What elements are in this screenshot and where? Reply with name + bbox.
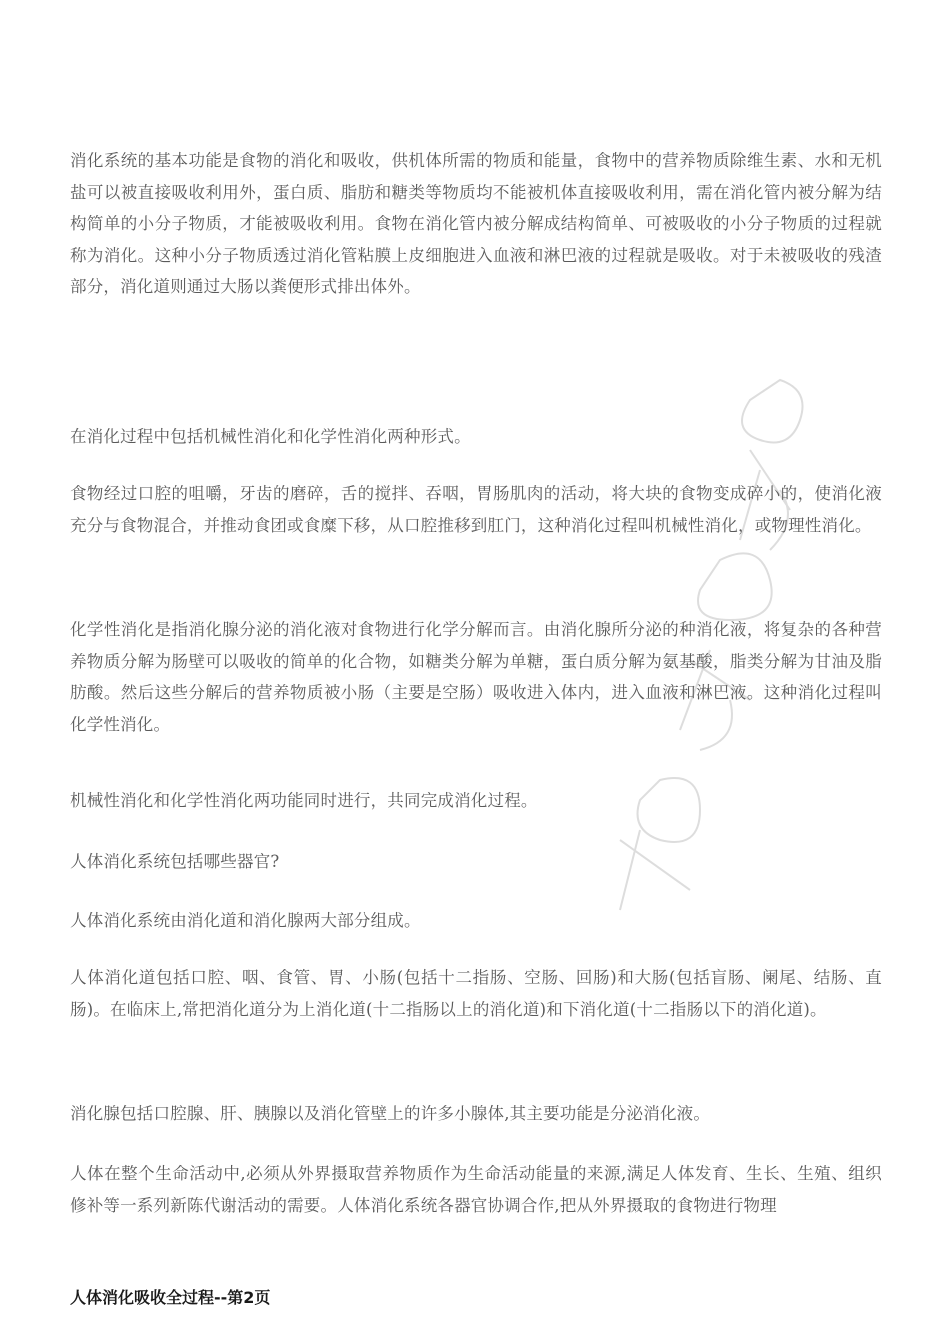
paragraph-digestion-function: 消化系统的基本功能是食物的消化和吸收，供机体所需的物质和能量，食物中的营养物质除维生素、水和无机盐可以被直接吸收利用外，蛋白质、脂肪和糖类等物质均不能被机体直接吸收利用，需在消化管内被分解为结构简单的小分子物质，才能被吸收利用。食物在消化管内被分解成结构简单、可被吸收的小分子物质的过程就称为消化。这种小分子物质透过消化管粘膜上皮细胞进入血液和淋巴液的过程就是吸收。对于未被吸收的残渣部分，消化道则通过大肠以粪便形式排出体外。 — [70, 151, 882, 296]
paragraph-digestion-forms: 在消化过程中包括机械性消化和化学性消化两种形式。 — [70, 427, 471, 446]
paragraph-chemical-digestion: 化学性消化是指消化腺分泌的消化液对食物进行化学分解而言。由消化腺所分泌的种消化液，将复杂的各种营养物质分解为肠壁可以吸收的简单的化合物，如糖类分解为单糖，蛋白质分解为氨基酸，脂类分解为甘油及脂肪酸。然后这些分解后的营养物质被小肠（主要是空肠）吸收进入体内，进入血液和淋巴液。这种消化过程叫化学性消化。 — [70, 620, 882, 734]
paragraph-mechanical-digestion: 食物经过口腔的咀嚼，牙齿的磨碎，舌的搅拌、吞咽，胃肠肌肉的活动，将大块的食物变成碎小的，使消化液充分与食物混合，并推动食团或食糜下移，从口腔推移到肛门，这种消化过程叫机械性消化，或物理性消化。 — [70, 484, 882, 535]
page-footer: 人体消化吸收全过程--第2页 — [70, 1288, 271, 1307]
paragraph-system-parts: 人体消化系统由消化道和消化腺两大部分组成。 — [70, 911, 421, 930]
paragraph-digestive-glands: 消化腺包括口腔腺、肝、胰腺以及消化管壁上的许多小腺体,其主要功能是分泌消化液。 — [70, 1104, 711, 1123]
paragraph-both-functions: 机械性消化和化学性消化两功能同时进行，共同完成消化过程。 — [70, 791, 538, 810]
paragraph-life-activity: 人体在整个生命活动中,必须从外界摄取营养物质作为生命活动能量的来源,满足人体发育、生长、生殖、组织修补等一系列新陈代谢活动的需要。人体消化系统各器官协调合作,把从外界摄取的食物进行物理 — [70, 1164, 882, 1215]
paragraph-question-organs: 人体消化系统包括哪些器官? — [70, 852, 280, 871]
paragraph-digestive-tract: 人体消化道包括口腔、咽、食管、胃、小肠(包括十二指肠、空肠、回肠)和大肠(包括盲肠、阑尾、结肠、直肠)。在临床上,常把消化道分为上消化道(十二指肠以上的消化道)和下消化道(十二指肠以下的消化道)。 — [70, 968, 882, 1019]
